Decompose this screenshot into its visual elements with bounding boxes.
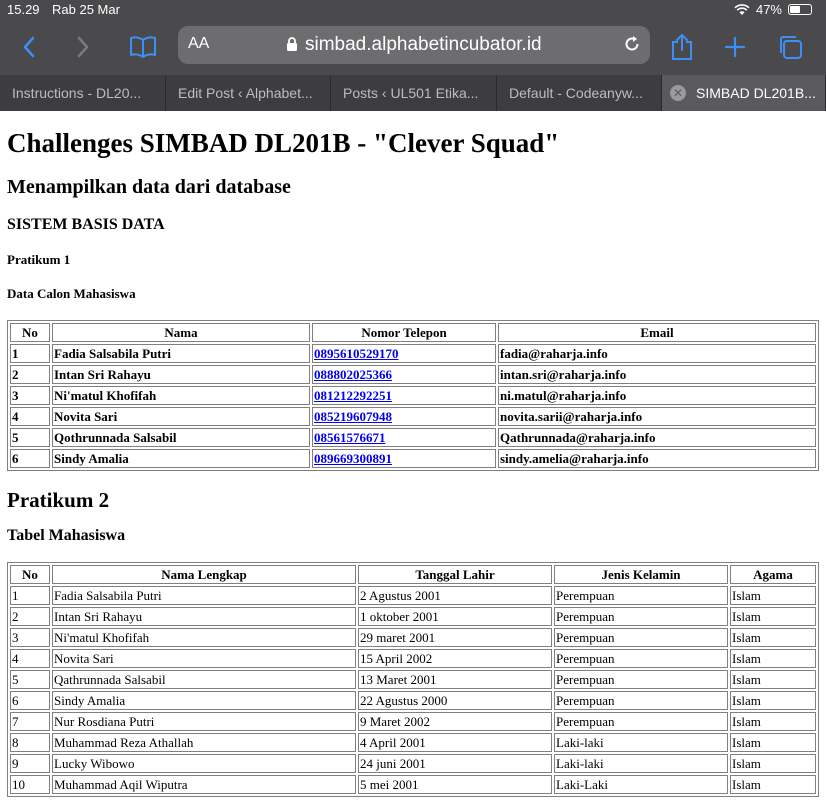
tab-instructions[interactable] — [0, 75, 166, 111]
table-cell: 6 — [10, 691, 50, 710]
table-cell: Laki-laki — [554, 754, 728, 773]
table-cell — [312, 344, 496, 363]
table-cell: Fadia Salsabila Putri — [52, 344, 310, 363]
table-cell: Perempuan — [554, 691, 728, 710]
phone-link[interactable]: 081212292251 — [314, 387, 392, 403]
tab-label: Edit Post ‹ Alphabet... — [178, 85, 313, 101]
wifi-icon — [734, 4, 750, 16]
browser-toolbar — [0, 20, 826, 74]
table-cell: 29 maret 2001 — [358, 628, 552, 647]
table-cell: 24 juni 2001 — [358, 754, 552, 773]
table-cell: ni.matul@raharja.info — [498, 386, 816, 405]
table-cell: Perempuan — [554, 649, 728, 668]
close-tab-icon[interactable]: ✕ — [670, 85, 686, 101]
tab-bar — [0, 75, 826, 111]
table-cell: Sindy Amalia — [52, 449, 310, 468]
table-cell: Intan Sri Rahayu — [52, 365, 310, 384]
table-cell: 3 — [10, 386, 50, 405]
table-cell: Islam — [730, 775, 816, 794]
tabs-overview-button[interactable] — [773, 30, 807, 64]
tab-label: Posts ‹ UL501 Etika... — [343, 85, 479, 101]
table-cell: 1 — [10, 344, 50, 363]
share-icon — [670, 33, 694, 61]
table-cell: Intan Sri Rahayu — [52, 607, 356, 626]
table1-caption: Data Calon Mahasiswa — [7, 286, 136, 301]
phone-link[interactable]: 0895610529170 — [314, 345, 399, 361]
table-cell: 2 — [10, 607, 50, 626]
status-date: Rab 25 Mar — [52, 2, 120, 17]
section-heading: SISTEM BASIS DATA — [7, 216, 165, 233]
table-row — [10, 733, 816, 752]
table-cell: 6 — [10, 449, 50, 468]
book-icon — [129, 36, 157, 58]
url-text: simbad.alphabetincubator.id — [305, 34, 542, 55]
table-row — [10, 407, 816, 426]
table-cell: 3 — [10, 628, 50, 647]
table-cell — [312, 386, 496, 405]
table-cell: Novita Sari — [52, 649, 356, 668]
column-header: Agama — [730, 565, 816, 584]
battery-icon — [788, 4, 812, 15]
table-cell: 9 — [10, 754, 50, 773]
table-cell: Laki-laki — [554, 733, 728, 752]
column-header: Nama Lengkap — [52, 565, 356, 584]
table-cell: Qathrunnada@raharja.info — [498, 428, 816, 447]
column-header: Tanggal Lahir — [358, 565, 552, 584]
table-row — [10, 628, 816, 647]
phone-link[interactable]: 08561576671 — [314, 429, 386, 445]
table-cell: Islam — [730, 670, 816, 689]
table-cell: fadia@raharja.info — [498, 344, 816, 363]
table-cell — [312, 428, 496, 447]
table-cell: Islam — [730, 754, 816, 773]
table-cell: Perempuan — [554, 607, 728, 626]
table-cell: Laki-Laki — [554, 775, 728, 794]
column-header: No — [10, 323, 50, 342]
table-row — [10, 754, 816, 773]
table-row — [10, 449, 816, 468]
phone-link[interactable]: 088802025366 — [314, 366, 392, 382]
column-header: Nomor Telepon — [312, 323, 496, 342]
table-cell: 10 — [10, 775, 50, 794]
calon-mahasiswa-table — [7, 320, 819, 471]
phone-link[interactable]: 085219607948 — [314, 408, 392, 424]
table-cell: 9 Maret 2002 — [358, 712, 552, 731]
table-row — [10, 607, 816, 626]
table-row — [10, 386, 816, 405]
table-cell: Islam — [730, 628, 816, 647]
back-button[interactable] — [12, 30, 46, 64]
table-cell: Sindy Amalia — [52, 691, 356, 710]
table-cell: Islam — [730, 712, 816, 731]
tab-codeanywhere[interactable] — [497, 75, 662, 111]
table-cell: Islam — [730, 691, 816, 710]
table2-caption: Tabel Mahasiswa — [7, 527, 126, 544]
table-cell: Perempuan — [554, 712, 728, 731]
browser-chrome — [0, 0, 826, 111]
table-cell — [312, 365, 496, 384]
table-cell: intan.sri@raharja.info — [498, 365, 816, 384]
table-cell: Fadia Salsabila Putri — [52, 586, 356, 605]
table-cell: Novita Sari — [52, 407, 310, 426]
table-cell: Islam — [730, 607, 816, 626]
lock-icon — [286, 37, 298, 52]
table-cell: 5 — [10, 670, 50, 689]
table-cell: Qathrunnada Salsabil — [52, 670, 356, 689]
phone-link[interactable]: 089669300891 — [314, 450, 392, 466]
table-cell: 15 April 2002 — [358, 649, 552, 668]
table-cell: 1 oktober 2001 — [358, 607, 552, 626]
table-cell: Islam — [730, 733, 816, 752]
bookmarks-button[interactable] — [126, 30, 160, 64]
table-cell: Perempuan — [554, 586, 728, 605]
mahasiswa-table — [7, 562, 819, 797]
table-cell: 7 — [10, 712, 50, 731]
table-cell: 4 April 2001 — [358, 733, 552, 752]
column-header: Email — [498, 323, 816, 342]
column-header: Jenis Kelamin — [554, 565, 728, 584]
table-cell: Nur Rosdiana Putri — [52, 712, 356, 731]
table-cell: Islam — [730, 649, 816, 668]
table-cell: 4 — [10, 407, 50, 426]
table-row — [10, 712, 816, 731]
status-bar — [0, 0, 826, 20]
tabs-icon — [777, 34, 803, 60]
battery-percent: 47% — [755, 2, 782, 17]
tab-label: SIMBAD DL201B... — [696, 85, 816, 101]
table-cell: 5 — [10, 428, 50, 447]
table-cell: 4 — [10, 649, 50, 668]
tab-simbad-active[interactable] — [662, 75, 826, 111]
address-bar[interactable] — [178, 26, 650, 64]
table-cell: sindy.amelia@raharja.info — [498, 449, 816, 468]
status-right — [734, 2, 812, 17]
plus-icon — [724, 36, 746, 58]
status-time: 15.29 — [7, 2, 40, 17]
table-cell: Islam — [730, 586, 816, 605]
pratikum2-heading: Pratikum 2 — [7, 488, 110, 512]
chevron-left-icon — [22, 36, 36, 58]
page-subtitle: Menampilkan data dari database — [7, 176, 291, 198]
table-row — [10, 365, 816, 384]
table-cell: novita.sarii@raharja.info — [498, 407, 816, 426]
table-cell: 5 mei 2001 — [358, 775, 552, 794]
table-cell: 13 Maret 2001 — [358, 670, 552, 689]
share-button[interactable] — [665, 30, 699, 64]
table-row — [10, 649, 816, 668]
tab-posts[interactable] — [331, 75, 497, 111]
tab-edit-post[interactable] — [166, 75, 331, 111]
table-cell: 1 — [10, 586, 50, 605]
table-row — [10, 691, 816, 710]
table-row — [10, 775, 816, 794]
pratikum1-heading: Pratikum 1 — [7, 252, 71, 267]
table-cell: 22 Agustus 2000 — [358, 691, 552, 710]
table-cell: Ni'matul Khofifah — [52, 628, 356, 647]
new-tab-button[interactable] — [718, 30, 752, 64]
table-cell: Perempuan — [554, 670, 728, 689]
table-cell: Lucky Wibowo — [52, 754, 356, 773]
table-cell: 8 — [10, 733, 50, 752]
tab-label: Instructions - DL20... — [12, 85, 142, 101]
table-cell: Muhammad Aqil Wiputra — [52, 775, 356, 794]
table-cell: Muhammad Reza Athallah — [52, 733, 356, 752]
table-cell: 2 — [10, 365, 50, 384]
table-cell: Ni'matul Khofifah — [52, 386, 310, 405]
column-header: No — [10, 565, 50, 584]
table-row — [10, 428, 816, 447]
tab-label: Default - Codeanyw... — [509, 85, 643, 101]
column-header: Nama — [52, 323, 310, 342]
table-row — [10, 344, 816, 363]
table-row — [10, 586, 816, 605]
forward-button[interactable] — [66, 30, 100, 64]
table-cell — [312, 407, 496, 426]
chevron-right-icon — [76, 36, 90, 58]
table-cell — [312, 449, 496, 468]
reload-icon[interactable] — [622, 34, 642, 54]
table-cell: 2 Agustus 2001 — [358, 586, 552, 605]
table-row — [10, 670, 816, 689]
table-cell: Qothrunnada Salsabil — [52, 428, 310, 447]
reader-options-button[interactable]: AA — [188, 35, 210, 52]
page-title: Challenges SIMBAD DL201B - "Clever Squad" — [7, 128, 560, 158]
table-cell: Perempuan — [554, 628, 728, 647]
